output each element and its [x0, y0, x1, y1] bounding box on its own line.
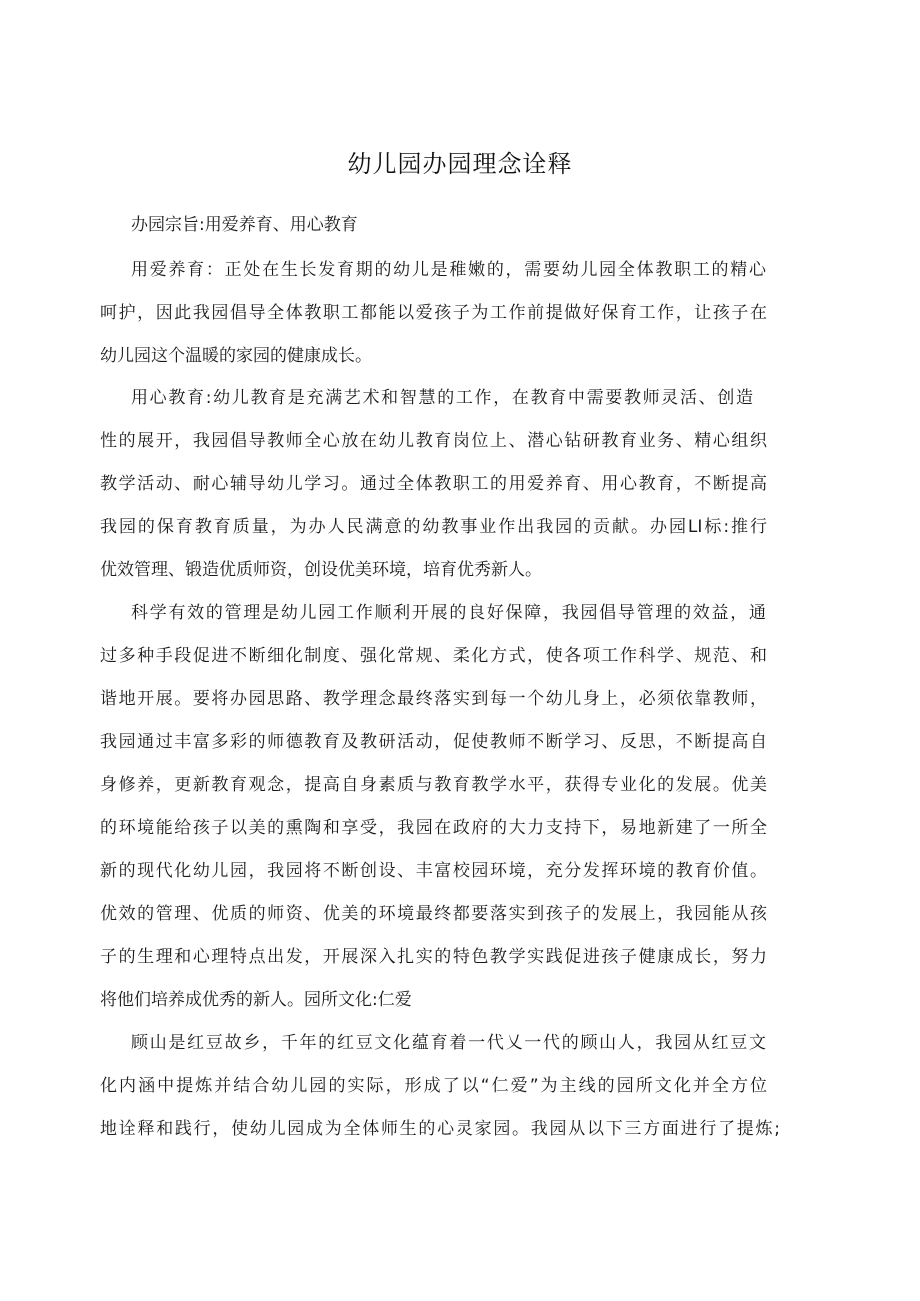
text-line: 性的展开，我园倡导教师全心放在幼儿教育岗位上、潜心钻研教育业务、精心组织 — [100, 431, 767, 451]
text-line: 谐地开展。要将办园思路、教学理念最终落实到每一个幼儿身上，必须依靠教师， — [100, 689, 767, 709]
text-line: 教学活动、耐心辅导幼儿学习。通过全体教职工的用爱养育、用心教育，不断提高 — [100, 474, 767, 494]
text-line: 化内涵中提炼并结合幼儿园的实际，形成了以“仁爱”为主线的园所文化并全方位 — [100, 1076, 767, 1096]
text-line: 子的生理和心理特点出发，开展深入扎实的特色教学实践促进孩子健康成长，努力 — [100, 947, 767, 967]
text-line: 用爱养育：正处在生长发育期的幼儿是稚嫩的，需要幼儿园全体教职工的精心 — [131, 260, 766, 280]
text-line: 用心教育:幼儿教育是充满艺术和智慧的工作，在教育中需要教师灵活、创造 — [131, 388, 753, 408]
text-line: 科学有效的管理是幼儿园工作顺利开展的良好保障，我园倡导管理的效益，通 — [131, 603, 766, 623]
text-line: 身修养，更新教育观念，提高自身素质与教育教学水平，获得专业化的发展。优美 — [100, 775, 767, 795]
text-line: 优效管理、锻造优质师资，创设优美环境，培育优秀新人。 — [100, 560, 542, 580]
document-title: 幼儿园办园理念诠释 — [347, 150, 573, 178]
text-line: 优效的管理、优质的师资、优美的环境最终都要落实到孩子的发展上，我园能从孩 — [100, 904, 767, 924]
text-line: 将他们培养成优秀的新人。园所文化:仁爱 — [100, 990, 412, 1010]
text-line: 顾山是红豆故乡，千年的红豆文化蕴育着一代乂一代的顾山人，我园从红豆文 — [131, 1033, 766, 1053]
text-line: 呵护，因此我园倡导全体教职工都能以爱孩子为工作前提做好保育工作，让孩子在 — [100, 303, 767, 323]
text-line: 过多种手段促进不断细化制度、强化常规、柔化方式，使各项工作科学、规范、和 — [100, 646, 767, 666]
text-line: 地诠释和践行，使幼儿园成为全体师生的心灵家园。我园从以下三方面进行了提炼; — [100, 1119, 780, 1139]
text-line: 办园宗旨:用爱养育、用心教育 — [131, 215, 358, 235]
text-line: 的环境能给孩子以美的熏陶和享受，我园在政府的大力支持下，易地新建了一所全 — [100, 818, 767, 838]
text-line: 我园的保育教育质量，为办人民满意的幼教事业作出我园的贡献。办园LI标:推行 — [100, 517, 767, 537]
text-line: 新的现代化幼儿园，我园将不断创设、丰富校园环境，充分发挥环境的教育价值。 — [100, 861, 767, 881]
text-line: 我园通过丰富多彩的师德教育及教研活动，促使教师不断学习、反思，不断提高自 — [100, 732, 767, 752]
text-line: 幼儿园这个温暖的家园的健康成长。 — [100, 346, 372, 366]
